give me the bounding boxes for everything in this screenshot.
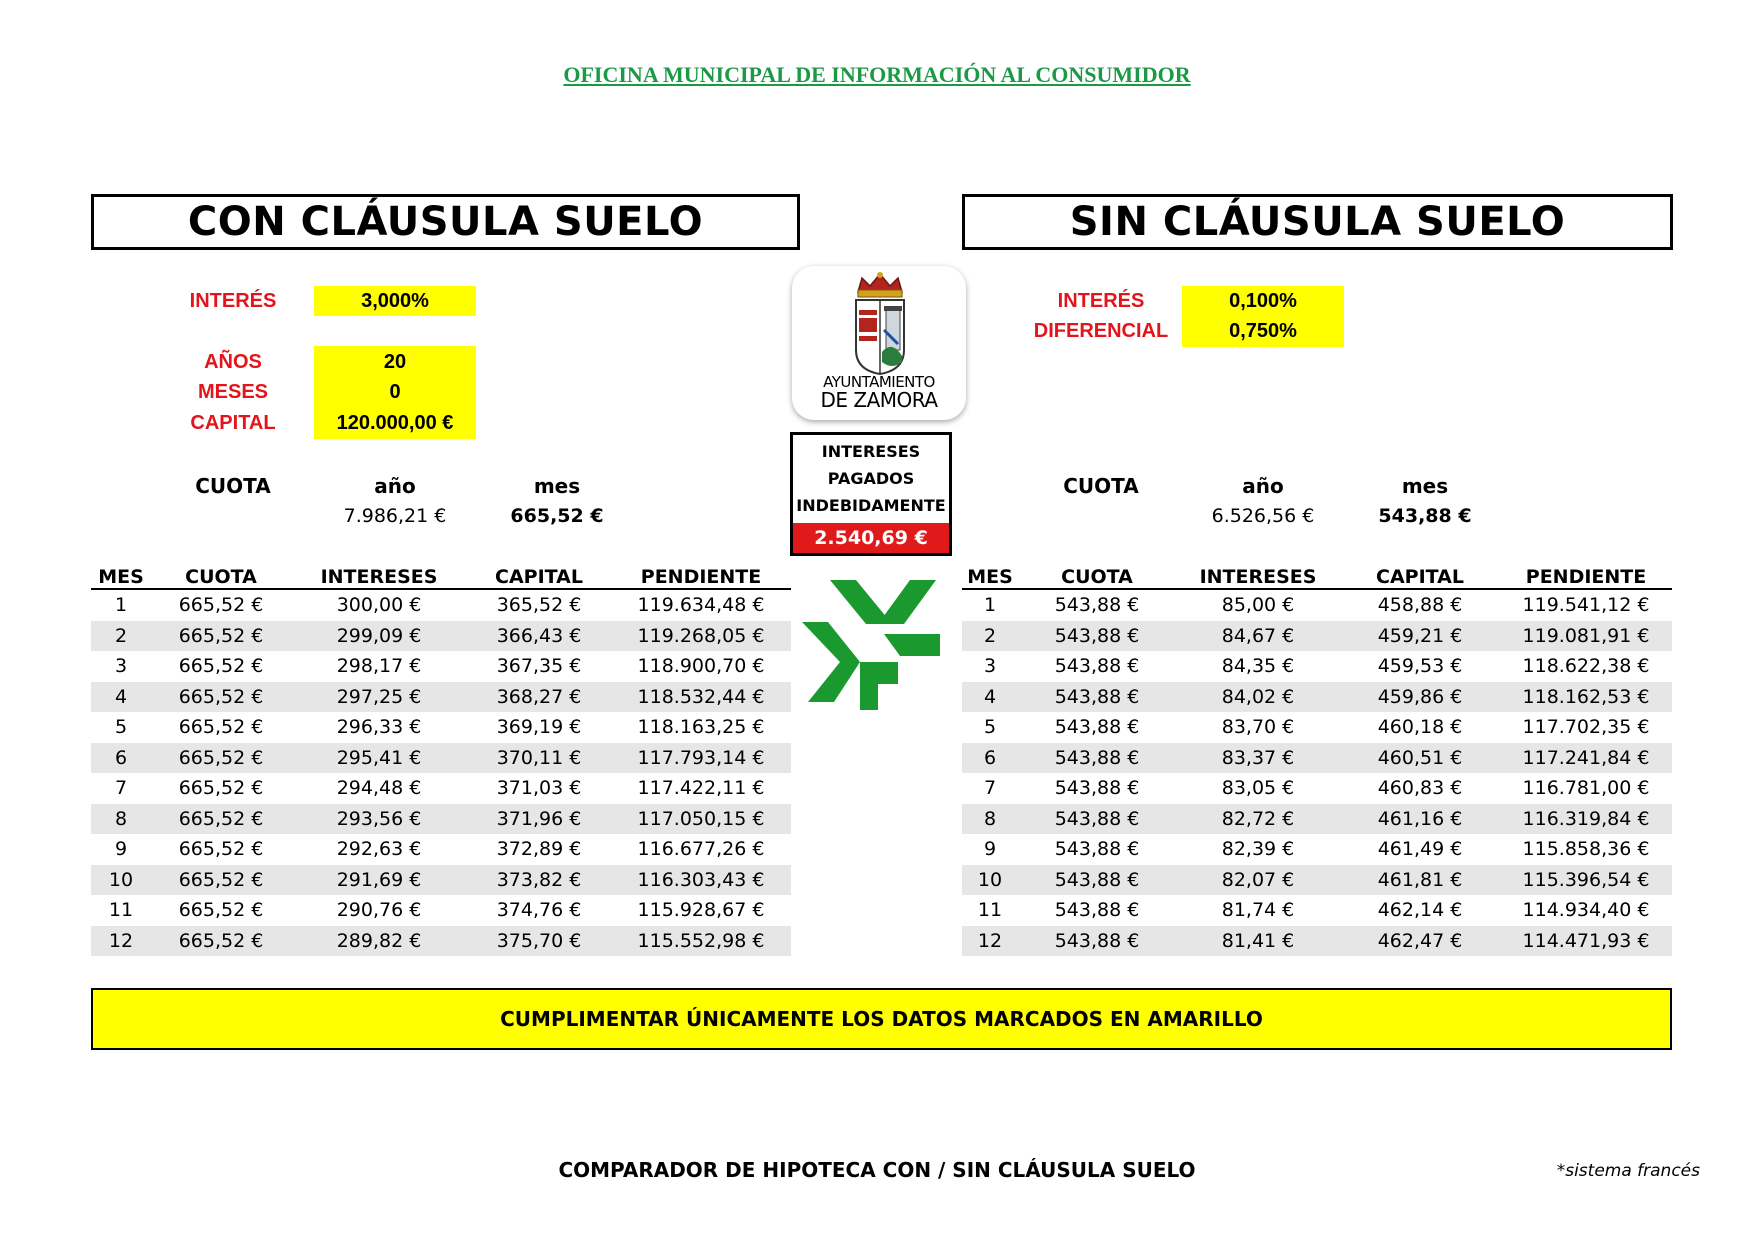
cell-cuota: 665,52 € <box>151 682 291 713</box>
cell-mes: 1 <box>983 594 997 617</box>
diferencial-input[interactable]: 0,750% <box>1229 320 1297 342</box>
footer-note: *sistema francés <box>1556 1161 1700 1181</box>
cell-intereses: 83,05 € <box>1221 777 1295 800</box>
table-row <box>91 712 791 743</box>
cell-intereses: 291,69 € <box>291 865 467 896</box>
col-cuota: CUOTA <box>151 558 291 589</box>
cell-mes: 7 <box>983 777 997 800</box>
cell-mes: 2 <box>91 621 151 652</box>
table-row <box>962 712 1672 743</box>
cell-capital: 458,88 € <box>1377 594 1463 617</box>
cell-capital: 371,96 € <box>467 804 611 835</box>
cell-intereses: 82,39 € <box>1221 838 1295 861</box>
cell-cuota: 543,88 € <box>1054 899 1140 922</box>
anios-label: AÑOS <box>204 351 262 373</box>
interes-label-right: INTERÉS <box>1057 290 1145 312</box>
cell-pendiente: 118.532,44 € <box>611 682 791 713</box>
cell-cuota: 665,52 € <box>178 777 264 800</box>
cell-mes: 8 <box>962 804 1018 835</box>
cell-cuota: 665,52 € <box>151 804 291 835</box>
cell-intereses: 82,07 € <box>1176 865 1340 896</box>
table-row <box>91 926 791 957</box>
cell-cuota: 543,88 € <box>1018 865 1176 896</box>
cell-capital: 460,51 € <box>1340 743 1500 774</box>
cell-intereses: 289,82 € <box>291 926 467 957</box>
cell-pendiente: 118.900,70 € <box>637 655 765 678</box>
cell-cuota: 543,88 € <box>1018 804 1176 835</box>
table-row <box>91 621 791 652</box>
cell-pendiente: 117.793,14 € <box>611 743 791 774</box>
cuota-anio-right: 6.526,56 € <box>1211 505 1315 527</box>
paid-line1: INTERESES <box>821 442 921 461</box>
table-row <box>962 834 1672 865</box>
coat-of-arms-icon <box>844 270 916 378</box>
table-row <box>91 682 791 713</box>
anios-input[interactable]: 20 <box>383 351 407 373</box>
cell-intereses: 294,48 € <box>336 777 422 800</box>
yellow-instructions-notice: CUMPLIMENTAR ÚNICAMENTE LOS DATOS MARCADOS EN AMARILLO <box>91 988 1672 1050</box>
cuota-mes-right: 543,88 € <box>1378 505 1472 527</box>
office-title: OFICINA MUNICIPAL DE INFORMACIÓN AL CONSUMIDOR <box>563 62 1191 87</box>
cell-capital: 375,70 € <box>467 926 611 957</box>
cell-capital: 365,52 € <box>496 594 582 617</box>
cell-pendiente: 117.702,35 € <box>1522 716 1650 739</box>
cell-pendiente: 116.677,26 € <box>637 838 765 861</box>
cell-cuota: 665,52 € <box>178 655 264 678</box>
cell-mes: 5 <box>114 716 128 739</box>
mes-label-right: mes <box>1401 474 1449 498</box>
cell-cuota: 665,52 € <box>151 621 291 652</box>
table-row <box>962 895 1672 926</box>
cell-capital: 371,03 € <box>496 777 582 800</box>
cell-mes: 11 <box>108 899 134 922</box>
consumer-office-emblem-icon <box>800 578 940 712</box>
cell-mes: 2 <box>962 621 1018 652</box>
cell-pendiente: 117.241,84 € <box>1500 743 1672 774</box>
meses-input[interactable]: 0 <box>389 381 401 403</box>
cell-pendiente: 118.162,53 € <box>1500 682 1672 713</box>
cell-capital: 462,14 € <box>1377 899 1463 922</box>
cell-mes: 3 <box>114 655 128 678</box>
cell-pendiente: 119.634,48 € <box>637 594 765 617</box>
table-row <box>91 804 791 835</box>
intereses-pagados-box <box>790 432 952 556</box>
interes-label: INTERÉS <box>189 290 277 312</box>
sin-clausula-title: SIN CLÁUSULA SUELO <box>962 194 1673 250</box>
cell-intereses: 295,41 € <box>291 743 467 774</box>
cell-pendiente: 116.319,84 € <box>1500 804 1672 835</box>
cell-capital: 462,47 € <box>1340 926 1500 957</box>
cell-cuota: 665,52 € <box>151 926 291 957</box>
anio-label-right: año <box>1242 474 1284 498</box>
col-intereses: INTERESES <box>291 558 467 589</box>
logo-line1: AYUNTAMIENTO <box>823 373 935 391</box>
cuota-anio-left: 7.986,21 € <box>343 505 447 527</box>
cuota-label-right: CUOTA <box>1063 474 1139 498</box>
cell-intereses: 85,00 € <box>1221 594 1295 617</box>
con-clausula-title: CON CLÁUSULA SUELO <box>91 194 800 250</box>
cell-cuota: 665,52 € <box>151 743 291 774</box>
cell-mes: 8 <box>91 804 151 835</box>
cell-mes: 10 <box>91 865 151 896</box>
cell-cuota: 665,52 € <box>178 838 264 861</box>
cell-mes: 3 <box>983 655 997 678</box>
cell-mes: 6 <box>91 743 151 774</box>
col-pendiente: PENDIENTE <box>1500 558 1672 589</box>
col-mes: MES <box>91 558 151 589</box>
cell-intereses: 293,56 € <box>291 804 467 835</box>
cell-cuota: 543,88 € <box>1054 777 1140 800</box>
cell-cuota: 543,88 € <box>1018 926 1176 957</box>
cell-pendiente: 119.268,05 € <box>611 621 791 652</box>
cell-capital: 459,21 € <box>1340 621 1500 652</box>
cell-pendiente: 116.303,43 € <box>611 865 791 896</box>
table-row <box>962 651 1672 682</box>
capital-input[interactable]: 120.000,00 € <box>336 412 454 434</box>
interes-input[interactable]: 3,000% <box>314 286 476 316</box>
cell-capital: 373,82 € <box>467 865 611 896</box>
cell-capital: 368,27 € <box>467 682 611 713</box>
cell-intereses: 84,35 € <box>1221 655 1295 678</box>
cell-intereses: 297,25 € <box>291 682 467 713</box>
cell-intereses: 292,63 € <box>336 838 422 861</box>
cell-cuota: 543,88 € <box>1054 594 1140 617</box>
table-row <box>91 895 791 926</box>
table-row <box>962 865 1672 896</box>
cell-intereses: 298,17 € <box>336 655 422 678</box>
cell-cuota: 665,52 € <box>178 716 264 739</box>
col-pendiente: PENDIENTE <box>611 558 791 589</box>
cell-pendiente: 117.050,15 € <box>611 804 791 835</box>
cell-mes: 12 <box>962 926 1018 957</box>
table-row <box>962 682 1672 713</box>
cell-pendiente: 115.552,98 € <box>611 926 791 957</box>
cell-capital: 372,89 € <box>496 838 582 861</box>
cell-mes: 4 <box>962 682 1018 713</box>
table-row <box>91 834 791 865</box>
table-row <box>91 589 791 621</box>
cell-intereses: 84,02 € <box>1176 682 1340 713</box>
cell-intereses: 83,70 € <box>1221 716 1295 739</box>
cell-capital: 367,35 € <box>496 655 582 678</box>
cell-cuota: 665,52 € <box>178 899 264 922</box>
cell-pendiente: 119.081,91 € <box>1500 621 1672 652</box>
cell-intereses: 84,67 € <box>1176 621 1340 652</box>
paid-line3: INDEBIDAMENTE <box>796 496 946 515</box>
cell-cuota: 665,52 € <box>151 865 291 896</box>
table-row <box>962 589 1672 621</box>
cell-pendiente: 115.396,54 € <box>1500 865 1672 896</box>
cell-pendiente: 115.928,67 € <box>637 899 765 922</box>
capital-label: CAPITAL <box>190 412 276 434</box>
interes-input-right[interactable]: 0,100% <box>1229 290 1297 312</box>
col-intereses: INTERESES <box>1176 558 1340 589</box>
paid-line2: PAGADOS <box>827 469 915 488</box>
cell-mes: 6 <box>962 743 1018 774</box>
cell-cuota: 543,88 € <box>1054 655 1140 678</box>
cell-pendiente: 114.934,40 € <box>1522 899 1650 922</box>
table-row <box>962 743 1672 774</box>
cell-pendiente: 118.163,25 € <box>637 716 765 739</box>
cell-pendiente: 119.541,12 € <box>1522 594 1650 617</box>
table-row <box>962 926 1672 957</box>
footer-title: COMPARADOR DE HIPOTECA CON / SIN CLÁUSULA SUELO <box>558 1158 1196 1182</box>
cell-capital: 369,19 € <box>496 716 582 739</box>
cell-mes: 9 <box>114 838 128 861</box>
right-amortization-table <box>962 558 1672 956</box>
cell-intereses: 296,33 € <box>336 716 422 739</box>
col-capital: CAPITAL <box>1340 558 1500 589</box>
paid-value: 2.540,69 € <box>793 523 949 553</box>
cell-capital: 459,53 € <box>1377 655 1463 678</box>
cell-capital: 461,49 € <box>1377 838 1463 861</box>
col-cuota: CUOTA <box>1018 558 1176 589</box>
cell-mes: 11 <box>977 899 1003 922</box>
table-row <box>91 651 791 682</box>
cell-pendiente: 114.471,93 € <box>1500 926 1672 957</box>
cell-mes: 5 <box>983 716 997 739</box>
cell-cuota: 543,88 € <box>1054 838 1140 861</box>
cell-capital: 370,11 € <box>467 743 611 774</box>
table-row <box>91 743 791 774</box>
cell-intereses: 81,41 € <box>1176 926 1340 957</box>
cell-capital: 461,81 € <box>1340 865 1500 896</box>
cell-mes: 12 <box>91 926 151 957</box>
col-mes: MES <box>962 558 1018 589</box>
table-row <box>962 621 1672 652</box>
cell-pendiente: 117.422,11 € <box>637 777 765 800</box>
cell-mes: 10 <box>962 865 1018 896</box>
ayuntamiento-logo <box>792 266 966 420</box>
mes-label-left: mes <box>533 474 581 498</box>
diferencial-label: DIFERENCIAL <box>1033 320 1169 342</box>
cell-mes: 4 <box>91 682 151 713</box>
cell-cuota: 543,88 € <box>1018 743 1176 774</box>
table-row <box>91 773 791 804</box>
cuota-mes-left: 665,52 € <box>510 505 604 527</box>
cell-intereses: 299,09 € <box>291 621 467 652</box>
cell-cuota: 665,52 € <box>178 594 264 617</box>
cell-intereses: 83,37 € <box>1176 743 1340 774</box>
cell-capital: 374,76 € <box>496 899 582 922</box>
cell-capital: 366,43 € <box>467 621 611 652</box>
cell-intereses: 82,72 € <box>1176 804 1340 835</box>
cell-capital: 461,16 € <box>1340 804 1500 835</box>
cell-pendiente: 116.781,00 € <box>1522 777 1650 800</box>
table-row <box>91 865 791 896</box>
cell-intereses: 81,74 € <box>1221 899 1295 922</box>
col-capital: CAPITAL <box>467 558 611 589</box>
cell-cuota: 543,88 € <box>1018 682 1176 713</box>
cell-pendiente: 115.858,36 € <box>1522 838 1650 861</box>
cell-cuota: 543,88 € <box>1054 716 1140 739</box>
logo-line2: DE ZAMORA <box>820 388 938 412</box>
cell-cuota: 543,88 € <box>1018 621 1176 652</box>
left-amortization-table <box>91 558 791 956</box>
cell-intereses: 290,76 € <box>336 899 422 922</box>
cell-intereses: 300,00 € <box>336 594 422 617</box>
meses-label: MESES <box>197 381 269 403</box>
table-row <box>962 773 1672 804</box>
table-row <box>962 804 1672 835</box>
cell-capital: 460,83 € <box>1377 777 1463 800</box>
cell-mes: 9 <box>983 838 997 861</box>
cell-capital: 459,86 € <box>1340 682 1500 713</box>
cell-mes: 7 <box>114 777 128 800</box>
cell-pendiente: 118.622,38 € <box>1522 655 1650 678</box>
cell-capital: 460,18 € <box>1377 716 1463 739</box>
cuota-label-left: CUOTA <box>195 474 271 498</box>
anio-label-left: año <box>374 474 416 498</box>
cell-mes: 1 <box>114 594 128 617</box>
